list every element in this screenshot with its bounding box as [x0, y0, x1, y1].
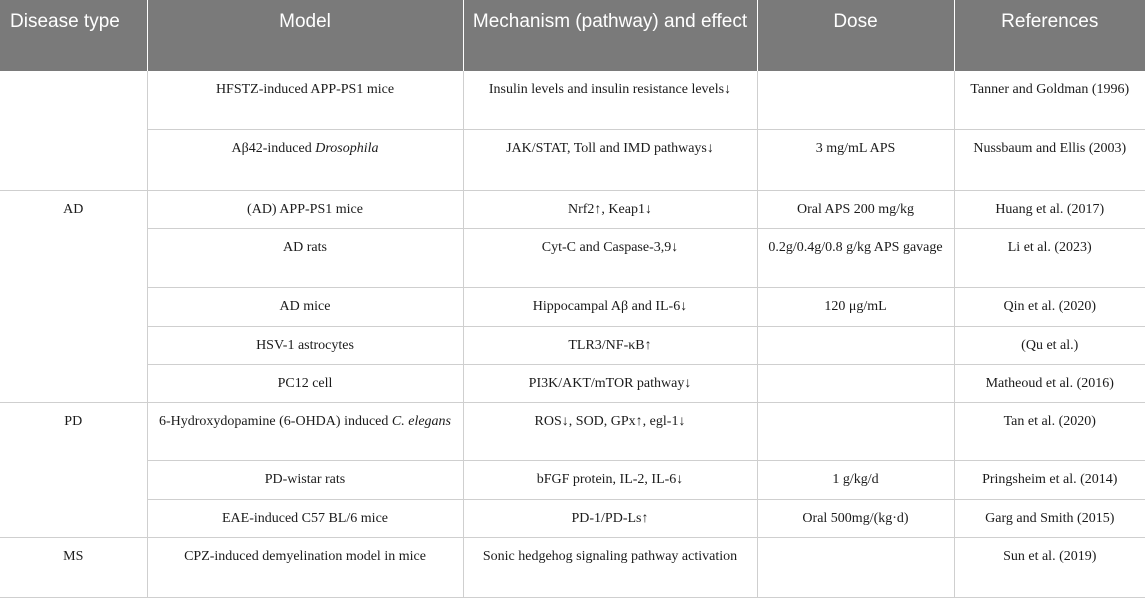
cell-model: PC12 cell [147, 365, 463, 402]
cell-mechanism: PD-1/PD-Ls↑ [463, 499, 757, 537]
cell-mechanism: Nrf2↑, Keap1↓ [463, 190, 757, 228]
cell-mechanism: bFGF protein, IL-2, IL-6↓ [463, 461, 757, 499]
cell-mechanism: Sonic hedgehog signaling pathway activation [463, 538, 757, 598]
cell-mechanism: ROS↓, SOD, GPx↑, egl-1↓ [463, 402, 757, 461]
cell-model: AD mice [147, 288, 463, 326]
table-row [0, 499, 1145, 537]
table-row [0, 538, 1145, 598]
cell-disease [0, 326, 147, 364]
cell-reference: Qin et al. (2020) [954, 288, 1145, 326]
cell-dose [757, 538, 954, 598]
cell-model-text: 6-Hydroxydopamine (6-OHDA) induced [159, 413, 392, 429]
cell-model: AD rats [147, 229, 463, 288]
cell-disease: MS [0, 538, 147, 598]
header-references: References [954, 0, 1145, 71]
table-row [0, 130, 1145, 191]
header-mechanism: Mechanism (pathway) and effect [463, 0, 757, 71]
cell-dose [757, 365, 954, 402]
cell-disease [0, 461, 147, 499]
cell-model: EAE-induced C57 BL/6 mice [147, 499, 463, 537]
cell-model: (AD) APP-PS1 mice [147, 190, 463, 228]
cell-reference: Li et al. (2023) [954, 229, 1145, 288]
cell-mechanism: JAK/STAT, Toll and IMD pathways↓ [463, 130, 757, 191]
table-row [0, 461, 1145, 499]
cell-dose: 3 mg/mL APS [757, 130, 954, 191]
cell-dose [757, 326, 954, 364]
cell-dose: 1 g/kg/d [757, 461, 954, 499]
cell-disease: AD [0, 190, 147, 228]
header-row [0, 0, 1145, 71]
header-model: Model [147, 0, 463, 71]
cell-reference: Nussbaum and Ellis (2003) [954, 130, 1145, 191]
cell-model [147, 130, 463, 191]
cell-model-species: C. elegans [391, 413, 451, 429]
cell-model-text: Aβ42-induced [231, 141, 316, 157]
cell-reference: Garg and Smith (2015) [954, 499, 1145, 537]
table-header [0, 0, 1145, 71]
header-dose: Dose [757, 0, 954, 71]
table-row [0, 229, 1145, 288]
cell-disease [0, 499, 147, 537]
cell-mechanism: TLR3/NF-κB↑ [463, 326, 757, 364]
cell-reference: Tanner and Goldman (1996) [954, 71, 1145, 130]
cell-dose: Oral APS 200 mg/kg [757, 190, 954, 228]
cell-disease [0, 130, 147, 191]
cell-disease: PD [0, 402, 147, 461]
cell-reference: Huang et al. (2017) [954, 190, 1145, 228]
table-row [0, 190, 1145, 228]
cell-mechanism: Insulin levels and insulin resistance levels↓ [463, 71, 757, 130]
cell-model: HFSTZ-induced APP-PS1 mice [147, 71, 463, 130]
cell-disease [0, 288, 147, 326]
cell-model: CPZ-induced demyelination model in mice [147, 538, 463, 598]
cell-dose [757, 71, 954, 130]
table-row [0, 326, 1145, 364]
table-row [0, 402, 1145, 461]
cell-model-species: Drosophila [315, 141, 379, 157]
cell-dose: Oral 500mg/(kg·d) [757, 499, 954, 537]
cell-disease [0, 71, 147, 130]
header-disease-type: Disease type [0, 0, 147, 71]
cell-model: PD-wistar rats [147, 461, 463, 499]
cell-reference: Sun et al. (2019) [954, 538, 1145, 598]
cell-disease [0, 229, 147, 288]
cell-reference: Tan et al. (2020) [954, 402, 1145, 461]
cell-mechanism: PI3K/AKT/mTOR pathway↓ [463, 365, 757, 402]
cell-model [147, 402, 463, 461]
cell-reference: (Qu et al.) [954, 326, 1145, 364]
table-body [0, 71, 1145, 598]
table-row [0, 365, 1145, 402]
cell-dose: 0.2g/0.4g/0.8 g/kg APS gavage [757, 229, 954, 288]
cell-dose: 120 μg/mL [757, 288, 954, 326]
cell-reference: Pringsheim et al. (2014) [954, 461, 1145, 499]
cell-mechanism: Hippocampal Aβ and IL-6↓ [463, 288, 757, 326]
table-row [0, 288, 1145, 326]
cell-disease [0, 365, 147, 402]
cell-reference: Matheoud et al. (2016) [954, 365, 1145, 402]
table-row [0, 71, 1145, 130]
cell-mechanism: Cyt-C and Caspase-3,9↓ [463, 229, 757, 288]
cell-model: HSV-1 astrocytes [147, 326, 463, 364]
cell-dose [757, 402, 954, 461]
